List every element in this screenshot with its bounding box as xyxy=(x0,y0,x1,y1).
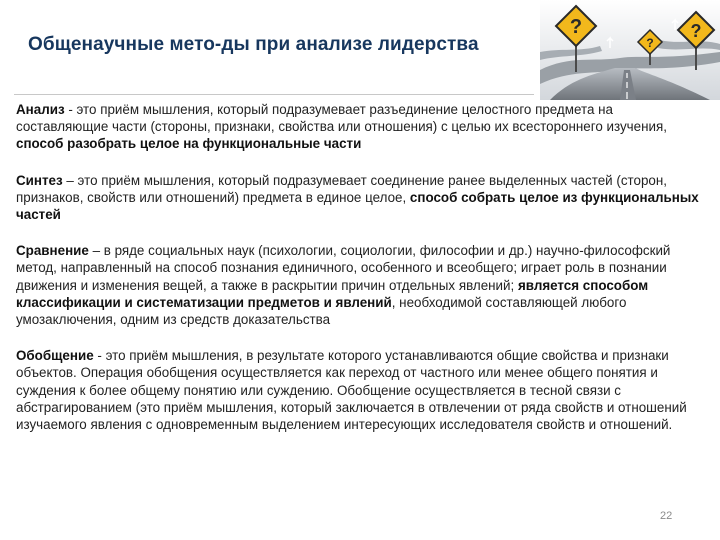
dash: - xyxy=(64,102,77,117)
road-icon xyxy=(540,0,720,100)
definition-tail: , необходимой составляющей любого умозаключения, одним из средств доказательства xyxy=(16,294,627,328)
definition-text: это приём мышления, в результате которого устанавливаются общие свойства и признаки объектов. Операция обобщения осуществляется как переход от частного или менее общего понятия и суждения к более общему понятию или суждению. Обобщение осуществляется в тесной связи с абстрагированием (это приём мышления, который заключается в отвлечении от ряда свойств и отношений изучаемого явления с одновременным выделением интересующих исследователя свойств и отношений. xyxy=(16,348,687,433)
svg-text:?: ? xyxy=(646,36,654,50)
definition-emphasis: способ собрать целое из функциональных частей xyxy=(16,189,699,223)
definition-synthesis xyxy=(16,172,706,224)
definition-text: в ряде социальных наук (психологии, социологии, философии и др.) научно-философский метод, направленный на способ познания единичного, особенного и всеобщего; играет роль в познании движения и изменения вещей, а также в раскрытии причин отдельных явлений; xyxy=(16,243,671,293)
page-number: 22 xyxy=(660,510,673,522)
term-generalization: Обобщение xyxy=(16,348,94,364)
term-analysis: Анализ xyxy=(16,102,65,117)
title-divider xyxy=(14,94,534,95)
svg-text:?: ? xyxy=(569,16,583,38)
definition-text: это приём мышления, который подразумевает разъединение целостного предмета на составляющие части (стороны, признаки, свойства или отношения) с целью их всестороннего изучения, xyxy=(16,102,667,135)
crossroads-illustration xyxy=(540,0,720,100)
definition-text: это приём мышления, который подразумевает соединение ранее выделенных частей (сторон, признаков, свойств или отношений) предмета в единое целое, xyxy=(16,172,667,205)
term-synthesis: Синтез xyxy=(16,172,63,188)
definition-comparison xyxy=(16,242,706,328)
definition-analysis xyxy=(16,101,706,153)
dash: – xyxy=(88,243,104,259)
svg-text:?: ? xyxy=(690,21,702,41)
term-comparison: Сравнение xyxy=(16,243,89,259)
slide-title: Общенаучные мето-ды при анализе лидерства xyxy=(28,34,479,55)
dash: – xyxy=(62,172,78,188)
definition-generalization xyxy=(16,347,706,433)
dash: - xyxy=(93,348,106,364)
definitions-list xyxy=(16,101,706,452)
definition-emphasis: способ разобрать целое на функциональные части xyxy=(16,136,362,152)
definition-emphasis: является способом классификации и систематизации предметов и явлений xyxy=(16,277,649,310)
